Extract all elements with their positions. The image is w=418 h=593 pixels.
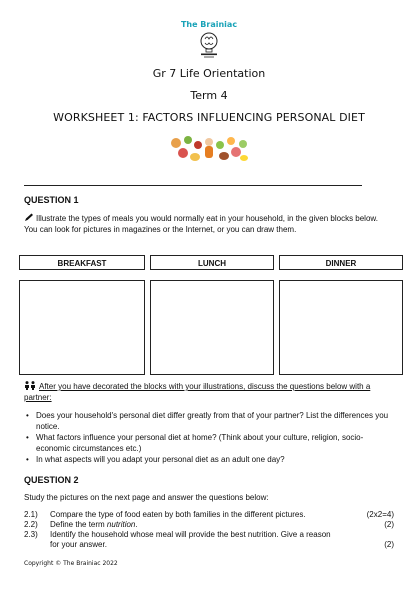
question-number: 2.3) xyxy=(24,530,38,539)
question2-heading: QUESTION 2 xyxy=(24,475,79,485)
question-text-pre: Define the term xyxy=(50,520,107,529)
question-number: 2.1) xyxy=(24,510,38,519)
term-label: Term 4 xyxy=(190,89,228,102)
pencil-icon xyxy=(24,213,34,222)
question1-instruction xyxy=(24,213,388,235)
lunch-header: LUNCH xyxy=(150,255,274,270)
question1-instruction-text: Illustrate the types of meals you would normally eat in your household, in the given blocks below. You can look for pictures in magazines or the Internet, or you can draw them. xyxy=(24,214,378,234)
dinner-drawing-block[interactable] xyxy=(279,280,403,375)
question1-heading: QUESTION 1 xyxy=(24,195,79,205)
question-text-post: . xyxy=(135,520,138,529)
food-illustration-icon xyxy=(168,131,250,167)
brain-lightbulb-logo-icon xyxy=(198,31,220,59)
two-people-icon xyxy=(24,381,36,390)
divider-line xyxy=(24,185,362,186)
lunch-drawing-block[interactable] xyxy=(150,280,274,375)
question2-instruction: Study the pictures on the next page and answer the questions below: xyxy=(24,493,269,502)
dinner-header: DINNER xyxy=(279,255,403,270)
worksheet-title: WORKSHEET 1: FACTORS INFLUENCING PERSONAL DIET xyxy=(53,111,365,124)
question-text-term: nutrition xyxy=(106,520,136,529)
partner-instruction-text: After you have decorated the blocks with your illustrations, discuss the questions below with a partner: xyxy=(24,382,371,402)
list-item: • In what aspects will you adapt your personal diet as an adult one day? xyxy=(24,454,394,465)
brand-name: The Brainiac xyxy=(180,20,238,29)
question-text: Identify the household whose meal will provide the best nutrition. Give a reason for your answer. xyxy=(50,530,331,549)
list-item: • Does your household's personal diet differ greatly from that of your partner? List the differences you notice. xyxy=(24,410,394,432)
question-marks: (2) xyxy=(384,520,394,529)
copyright-footer: Copyright © The Brainiac 2022 xyxy=(24,560,118,567)
question-marks: (2) xyxy=(384,540,394,549)
question-text: Compare the type of food eaten by both families in the different pictures. xyxy=(50,510,306,519)
question-marks: (2x2=4) xyxy=(366,510,394,519)
question-number: 2.2) xyxy=(24,520,38,529)
breakfast-drawing-block[interactable] xyxy=(19,280,145,375)
list-item: • What factors influence your personal diet at home? (Think about your culture, religion, socio-economic circumstances etc.) xyxy=(24,432,394,454)
breakfast-header: BREAKFAST xyxy=(19,255,145,270)
course-title: Gr 7 Life Orientation xyxy=(152,67,266,80)
question-text xyxy=(50,520,340,530)
partner-instruction xyxy=(24,381,394,403)
discussion-list xyxy=(24,410,394,465)
